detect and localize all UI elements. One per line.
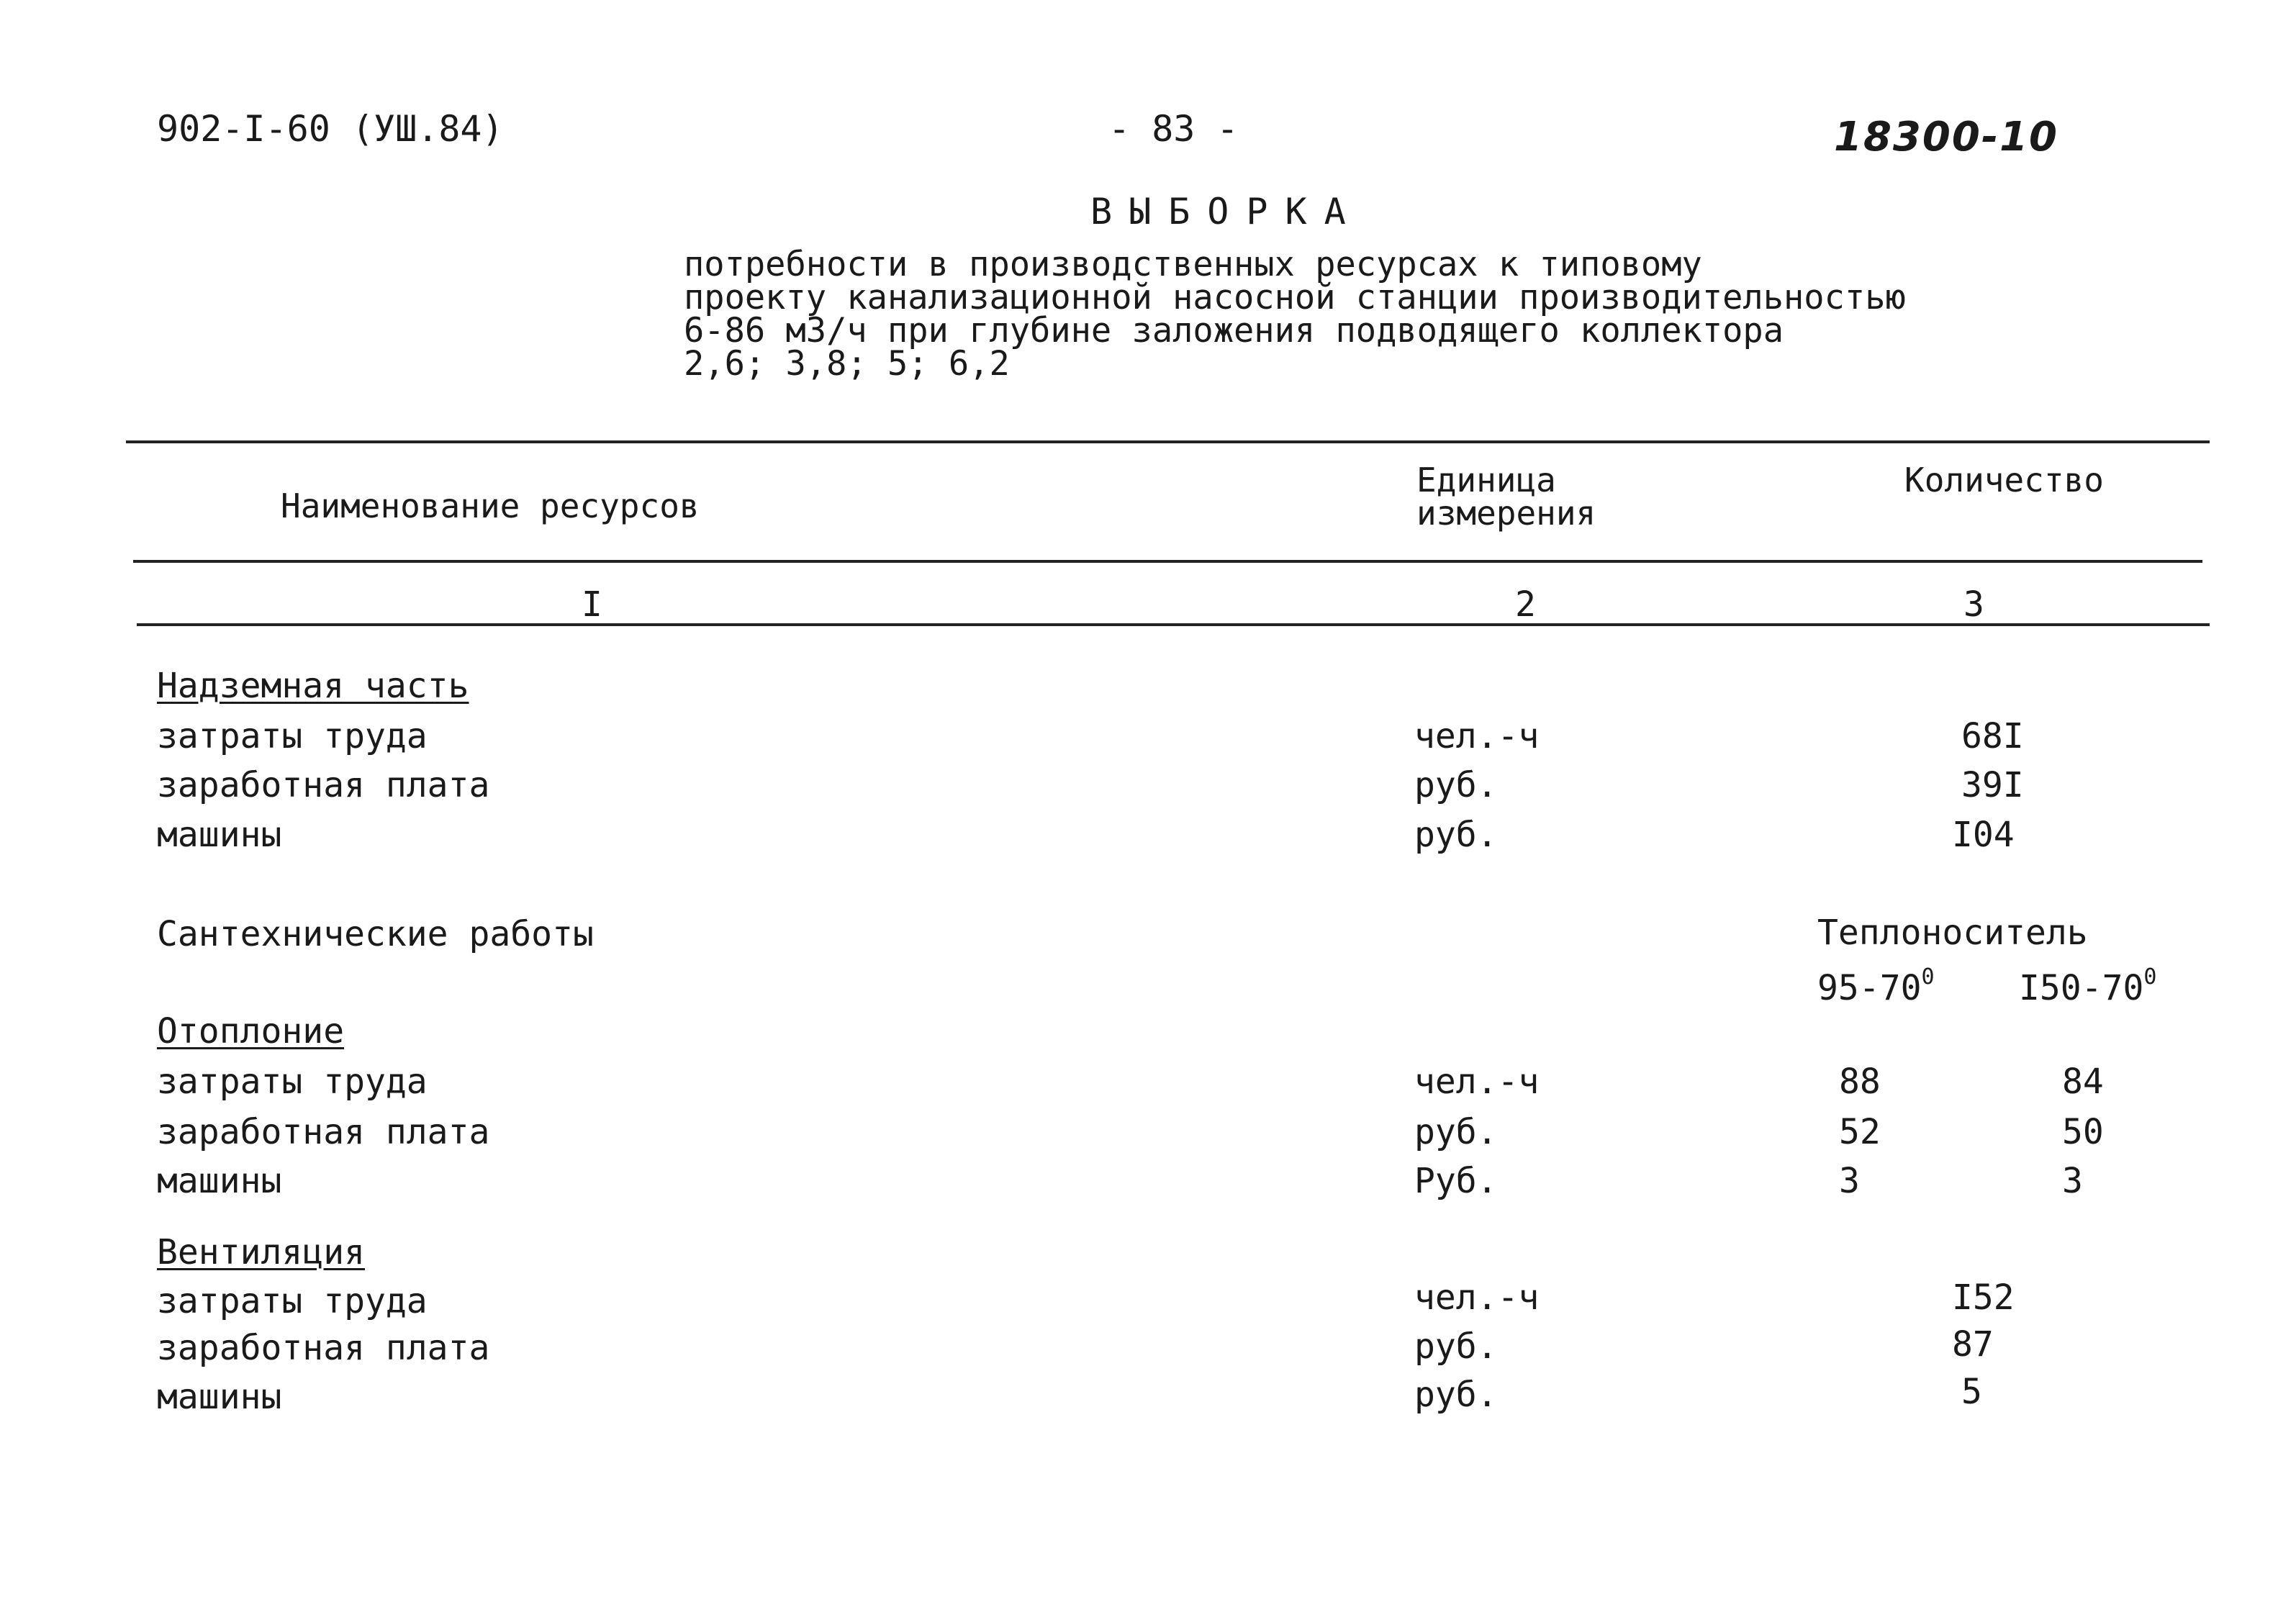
column-header-unit: [1416, 461, 1596, 533]
column-header-resource-name: Наименование ресурсов: [281, 487, 700, 525]
section-title: Вентиляция: [157, 1232, 365, 1272]
row-unit: чел.-ч: [1414, 716, 1540, 756]
document-title: ВЫБОРКА: [1090, 191, 1363, 232]
row-unit: руб.: [1414, 1326, 1498, 1367]
row-quantity: 3: [2062, 1161, 2083, 1201]
section-title: Надземная часть: [157, 666, 469, 706]
row-quantity: 84: [2062, 1062, 2104, 1102]
row-unit: руб.: [1414, 815, 1498, 855]
row-quantity: 88: [1839, 1062, 1881, 1102]
row-unit: руб.: [1414, 765, 1498, 805]
coolant-label: Теплоноситель: [1817, 913, 2088, 953]
row-quantity: 39I: [1961, 765, 2024, 805]
table-top-rule: [126, 440, 2210, 443]
inventory-number: 18300-10: [1834, 114, 2058, 160]
row-name: затраты труда: [157, 1281, 428, 1321]
row-name: заработная плата: [157, 765, 490, 805]
row-quantity: I04: [1952, 815, 2015, 855]
column-numbers-rule: [137, 623, 2210, 626]
row-unit: чел.-ч: [1414, 1062, 1540, 1102]
coolant-option-text: 95-70: [1817, 968, 1922, 1008]
section-title: Отоплоние: [157, 1011, 345, 1051]
row-name: заработная плата: [157, 1112, 490, 1152]
column-number: 2: [1515, 584, 1536, 625]
intro-line: проекту канализационной насосной станции производительностью: [684, 278, 1906, 317]
page-number: - 83 -: [1108, 108, 1239, 150]
row-quantity: 52: [1839, 1112, 1881, 1152]
column-number: 3: [1963, 584, 1984, 625]
row-name: затраты труда: [157, 716, 428, 756]
row-unit: чел.-ч: [1414, 1277, 1540, 1318]
intro-line: 6-86 м3/ч при глубине заложения подводящего коллектора: [684, 311, 1784, 350]
row-quantity: 50: [2062, 1112, 2104, 1152]
column-header-unit-line: измерения: [1416, 494, 1596, 533]
intro-block: [684, 245, 1906, 384]
row-name: затраты труда: [157, 1062, 428, 1102]
row-quantity: 5: [1961, 1372, 1982, 1412]
row-name: машины: [157, 815, 282, 855]
row-quantity: 87: [1952, 1324, 1994, 1365]
column-header-quantity: Количество: [1904, 461, 2104, 499]
coolant-option: [2019, 964, 2156, 1008]
degree-sign: 0: [1921, 964, 1935, 990]
coolant-option: [1817, 964, 1935, 1008]
intro-line: потребности в производственных ресурсах к типовому: [684, 245, 1702, 284]
document-code: 902-I-60 (УШ.84): [157, 108, 504, 150]
coolant-option-text: I50-70: [2019, 968, 2144, 1008]
row-name: машины: [157, 1161, 282, 1201]
row-quantity: 3: [1839, 1161, 1860, 1201]
degree-sign: 0: [2143, 964, 2157, 990]
intro-line: 2,6; 3,8; 5; 6,2: [684, 344, 1010, 384]
row-unit: руб.: [1414, 1112, 1498, 1152]
section-title: Сантехнические работы: [157, 914, 594, 954]
header-bottom-rule: [133, 560, 2202, 563]
row-name: машины: [157, 1377, 282, 1417]
row-unit: руб.: [1414, 1375, 1498, 1415]
column-header-unit-line: Единица: [1416, 461, 1556, 499]
row-name: заработная плата: [157, 1328, 490, 1368]
row-quantity: I52: [1952, 1277, 2015, 1318]
row-quantity: 68I: [1961, 716, 2024, 756]
column-number: I: [582, 584, 602, 625]
row-unit: Руб.: [1414, 1161, 1498, 1201]
